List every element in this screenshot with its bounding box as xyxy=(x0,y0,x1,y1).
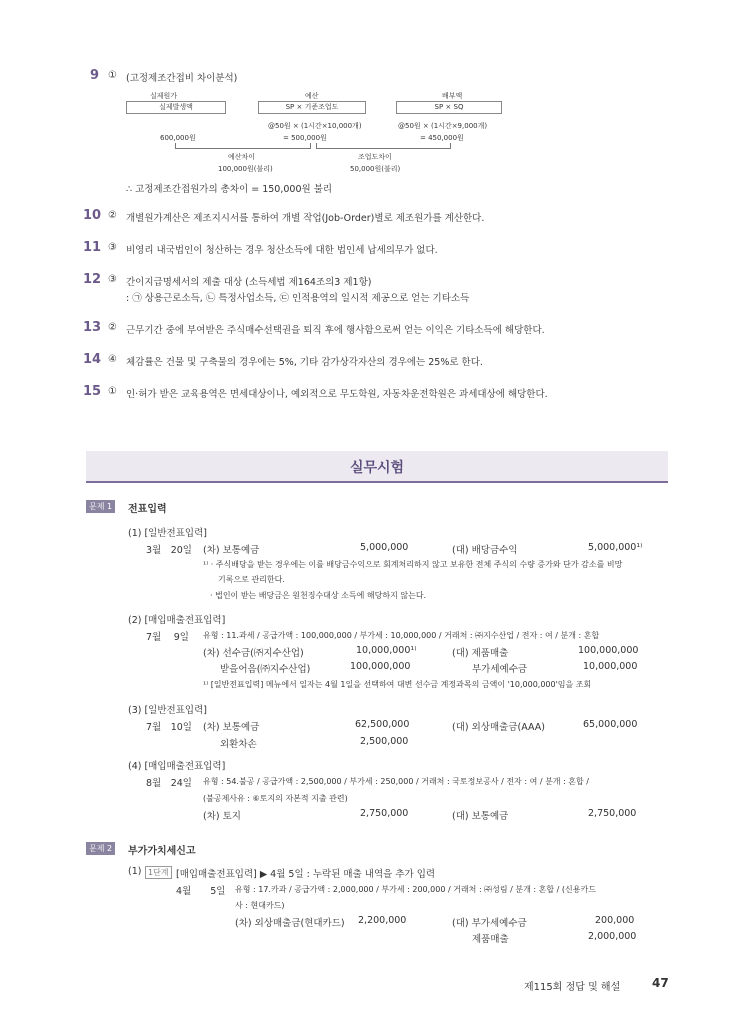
debit-amount: 10,000,000¹⁾ xyxy=(356,645,417,656)
answer-mark: ② xyxy=(108,210,117,221)
answer-text: 간이지급명세서의 제출 대상 (소득세법 제164조의3 제1항) xyxy=(126,277,372,288)
answer-mark: ③ xyxy=(108,274,117,285)
answer-number: 9 xyxy=(90,68,100,83)
debit-amount: 2,750,000 xyxy=(360,808,409,819)
step-text: [매입매출전표입력] ▶ 4월 5일 : 누락된 매출 내역을 추가 입력 xyxy=(176,869,436,880)
answer-number: 12 xyxy=(83,272,102,287)
answer-text: 근무기간 중에 부여받은 주식매수선택권을 퇴직 후에 행사함으로써 얻는 이익은 기타소득에 해당한다. xyxy=(126,325,545,336)
bracket-line xyxy=(175,148,310,149)
entry-head: (1) xyxy=(128,866,142,877)
debit-account: (차) 외상매출금(현대카드) xyxy=(235,918,345,929)
credit-account: 부가세예수금 xyxy=(472,664,528,675)
debit-account: 받을어음(㈜지수산업) xyxy=(220,664,311,675)
answer-mark: ② xyxy=(108,322,117,333)
col2-amount: = 500,000원 xyxy=(283,134,327,142)
credit-amount: 2,750,000 xyxy=(588,808,637,819)
credit-account: (대) 외상매출금(AAA) xyxy=(452,722,545,733)
section-title: 실무시험 xyxy=(349,460,405,476)
answer-number: 14 xyxy=(83,352,102,367)
footer-title: 제115회 정답 및 해설 xyxy=(524,982,621,993)
debit-account: (차) 토지 xyxy=(203,811,241,822)
diff1-value: 100,000원(불리) xyxy=(218,165,273,173)
entry-date: 7월 10일 xyxy=(146,722,192,733)
credit-amount: 200,000 xyxy=(595,915,635,926)
answer-text: 체감률은 건물 및 구축물의 경우에는 5%, 기타 감가상각자산의 경우에는 25%로 한다. xyxy=(126,357,483,368)
bracket-line xyxy=(316,148,450,149)
entry-head: (4) [매입매출전표입력] xyxy=(128,761,226,772)
bracket-line xyxy=(310,143,311,149)
col1-amount: 600,000원 xyxy=(160,134,196,142)
answer-mark: ① xyxy=(108,70,117,81)
answer-number: 10 xyxy=(83,208,102,223)
entry-date: 3월 20일 xyxy=(146,545,192,556)
col2-head: 예산 xyxy=(305,92,319,100)
answer-number: 11 xyxy=(83,240,102,255)
credit-amount: 100,000,000 xyxy=(578,645,639,656)
entry-desc: (불공제사유 : ⑥토지의 자본적 지출 관련) xyxy=(203,794,348,803)
debit-account: 외환차손 xyxy=(220,739,257,750)
col3-calc: @50원 × (1시간×9,000개) xyxy=(398,122,488,130)
entry-desc: 유형 : 54.불공 / 공급가액 : 2,500,000 / 부가세 : 250,000 / 거래처 : 국토정보공사 / 전자 : 여 / 분개 : 혼합 / xyxy=(203,777,590,786)
answer-text: 개별원가계산은 제조지시서를 통하여 개별 작업(Job-Order)별로 제조원가를 계산한다. xyxy=(126,213,485,224)
credit-account: (대) 배당금수익 xyxy=(452,545,518,556)
col1-head: 실제원가 xyxy=(150,92,178,100)
entry-desc: 유형 : 17.카과 / 공급가액 : 2,000,000 / 부가세 : 200,000 / 거래처 : ㈜성림 / 분개 : 혼합 / (신용카드 xyxy=(235,885,596,894)
debit-account: (차) 보통예금 xyxy=(203,545,260,556)
col3-box: SP × SQ xyxy=(396,101,502,114)
debit-amount: 2,500,000 xyxy=(360,736,409,747)
footnote: ¹⁾ · 주식배당을 받는 경우에는 이를 배당금수익으로 회계처리하지 않고 보유한 전체 주식의 수량 증가와 단가 감소를 비망 xyxy=(203,560,623,569)
answer-text: 인·허가 받은 교육용역은 면세대상이나, 예외적으로 무도학원, 자동차운전학원은 과세대상에 해당한다. xyxy=(126,389,548,400)
answer-number: 13 xyxy=(83,320,102,335)
entry-head: (1) [일반전표입력] xyxy=(128,528,207,539)
col2-box: SP × 기준조업도 xyxy=(258,101,366,114)
credit-account: (대) 보통예금 xyxy=(452,811,509,822)
diff1-label: 예산차이 xyxy=(228,153,256,161)
problem-title: 전표입력 xyxy=(128,504,167,515)
answer-mark: ③ xyxy=(108,242,117,253)
credit-amount: 5,000,000¹⁾ xyxy=(588,542,643,553)
diff2-label: 조업도차이 xyxy=(358,153,392,161)
entry-desc: 사 : 현대카드) xyxy=(235,901,285,910)
debit-amount: 2,200,000 xyxy=(358,915,407,926)
answer-number: 15 xyxy=(83,384,102,399)
entry-head: (2) [매입매출전표입력] xyxy=(128,615,226,626)
debit-amount: 62,500,000 xyxy=(355,719,410,730)
step-badge: 1단계 xyxy=(145,866,172,879)
credit-amount: 65,000,000 xyxy=(583,719,638,730)
entry-date: 4월 5일 xyxy=(176,886,226,897)
problem-badge: 문제 1 xyxy=(86,500,115,513)
q9-title: (고정제조간접비 차이분석) xyxy=(126,73,238,84)
bracket-line xyxy=(450,143,451,149)
col3-head: 배부액 xyxy=(442,92,463,100)
col1-box: 실제발생액 xyxy=(126,101,226,114)
section-header xyxy=(86,451,668,483)
entry-date: 8월 24일 xyxy=(146,778,192,789)
answer-text: 비영리 내국법인이 청산하는 경우 청산소득에 대한 법인세 납세의무가 없다. xyxy=(126,245,438,256)
col3-amount: = 450,000원 xyxy=(420,134,464,142)
entry-head: (3) [일반전표입력] xyxy=(128,705,207,716)
answer-mark: ④ xyxy=(108,354,117,365)
footnote: · 법인이 받는 배당금은 원천징수대상 소득에 해당하지 않는다. xyxy=(210,591,427,600)
answer-mark: ① xyxy=(108,386,117,397)
answer-subtext: : ㉠ 상용근로소득, ㉡ 특정사업소득, ㉢ 인적용역의 일시적 제공으로 얻는 기타소득 xyxy=(126,293,470,304)
debit-amount: 5,000,000 xyxy=(360,542,409,553)
credit-account: (대) 부가세예수금 xyxy=(452,918,527,929)
debit-account: (차) 보통예금 xyxy=(203,722,260,733)
credit-account: 제품매출 xyxy=(472,934,509,945)
problem-title: 부가가치세신고 xyxy=(128,846,196,857)
debit-account: (차) 선수금(㈜지수산업) xyxy=(203,648,304,659)
col2-calc: @50원 × (1시간×10,000개) xyxy=(268,122,362,130)
page-number: 47 xyxy=(652,976,669,990)
footnote: ¹⁾ [일반전표입력] 메뉴에서 일자는 4월 1일을 선택하여 대변 선수금 계정과목의 금액이 '10,000,000'임을 조회 xyxy=(203,680,592,689)
debit-amount: 100,000,000 xyxy=(350,661,411,672)
entry-desc: 유형 : 11.과세 / 공급가액 : 100,000,000 / 부가세 : 10,000,000 / 거래처 : ㈜지수산업 / 전자 : 여 / 분개 : 혼합 xyxy=(203,631,600,640)
q9-conclusion: ∴ 고정제조간접원가의 총차이 = 150,000원 불리 xyxy=(126,184,333,195)
credit-amount: 2,000,000 xyxy=(588,931,637,942)
credit-amount: 10,000,000 xyxy=(583,661,638,672)
footnote: 기록으로 관리한다. xyxy=(218,575,285,584)
problem-badge: 문제 2 xyxy=(86,842,115,855)
credit-account: (대) 제품매출 xyxy=(452,648,509,659)
entry-date: 7월 9일 xyxy=(146,632,189,643)
diff2-value: 50,000원(불리) xyxy=(350,165,401,173)
